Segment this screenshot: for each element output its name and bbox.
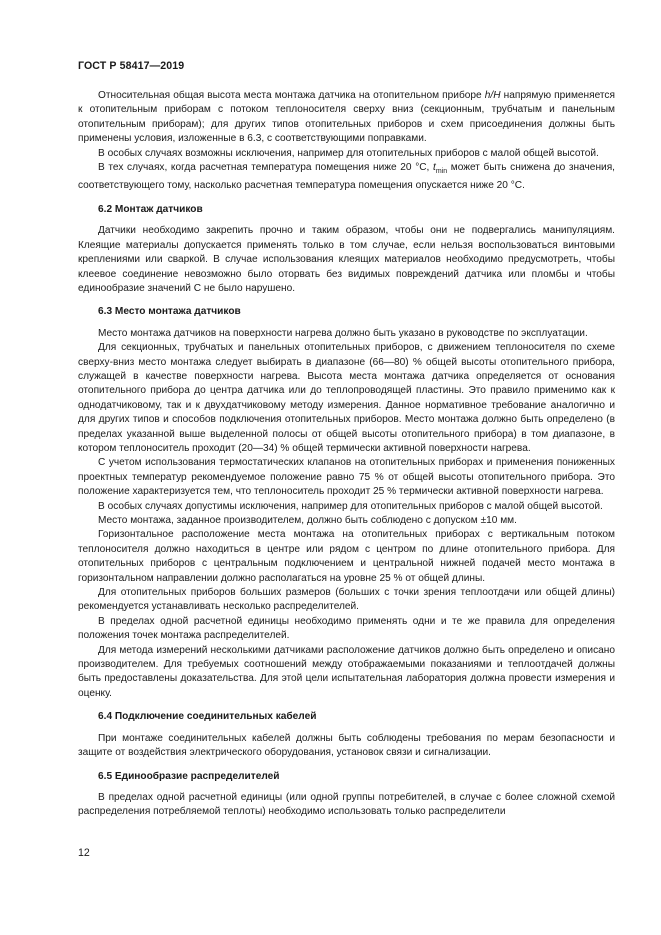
section-6-5-text: В пределах одной расчетной единицы (или одной группы потребителей, в случае с более сложной схемой распределения потребляемой теплоты) необходимо использовать только распределители [78, 791, 615, 818]
section-heading-6-2: 6.2 Монтаж датчиков [98, 203, 203, 215]
section-6-3-paragraph: В особых случаях допустимы исключения, например для отопительных приборов с малой общей высотой. [98, 500, 603, 512]
section-6-3-paragraph: С учетом использования термостатических клапанов на отопительных приборах и применения пониженных проектных температур рекомендуемое положение равно 75 % от общей высоты отопительного прибора. Это положение характеризуется тем, что теплоноситель проходит 25 % термически активной поверхности нагрева. [78, 457, 615, 498]
section-6-4-text: При монтаже соединительных кабелей должны быть соблюдены требования по мерам безопасности и защите от воздействия электрического оборудования, установок связи и сигнализации. [78, 732, 615, 759]
section-heading-6-4: 6.4 Подключение соединительных кабелей [98, 711, 317, 723]
page-number: 12 [78, 847, 90, 859]
section-6-3-paragraph: Для секционных, трубчатых и панельных отопительных приборов, с движением теплоносителя по схеме сверху-вниз место монтажа следует выбирать в диапазоне (66—80) % общей высоты отопительного прибора, служащей в качестве поверхности нагрева. Высота места монтажа датчика определяется от основания отопительного прибора до центра датчика или до теплопроводящей пластины. Это правило применимо как к однодатчиковому, так и к двухдатчиковому методу измерения. Данное нормативное требование аналогично и для других типов и способов подключения отопительных приборов. Место монтажа должно быть определено (в пределах указанной выше выделенной полосы от общей высоты отопительного прибора) в том диапазоне, в котором теплоноситель проходит (20—34) % общей термически активной поверхности нагрева. [78, 342, 615, 454]
section-heading-6-5: 6.5 Единообразие распределителей [98, 770, 280, 782]
document-body [78, 89, 615, 820]
document-header: ГОСТ Р 58417—2019 [78, 60, 185, 72]
paragraph-room-temperature: В тех случаях, когда расчетная температура помещения ниже 20 °С, $t_{min}$ может быть снижена до значения, соответствующего тому, насколько расчетная температура помещения опускается ниже 20 °С. [78, 162, 615, 192]
section-6-3-paragraph: Для метода измерений несколькими датчиками расположение датчиков должно быть определено и описано производителем. Для требуемых соотношений между отображаемыми показаниями и теплоотдачей должны быть предоставлены доказательства. Для этой цели испытательная лаборатория должна провести измерения и оценку. [78, 644, 615, 699]
section-6-3-paragraph: Место монтажа, заданное производителем, должно быть соблюдено с допуском ±10 мм. [98, 515, 517, 526]
section-6-3-paragraph: Горизонтальное расположение места монтажа на отопительных приборах с вертикальным потоком теплоносителя должно находиться в центре или рядом с центром по длине отопительного прибора. Для отопительных приборов с центральным подключением и центральной нижней подачей место монтажа в горизонтальном направлении должно располагаться на уровне 25 % от общей длины. [78, 529, 615, 584]
section-6-3-paragraph: Место монтажа датчиков на поверхности нагрева должно быть указано в руководстве по эксплуатации. [98, 327, 588, 339]
section-6-3-paragraph: В пределах одной расчетной единицы необходимо применять одни и те же правила для определения положения точек монтажа распределителей. [78, 615, 615, 642]
paragraph-exceptions: В особых случаях возможны исключения, например для отопительных приборов с малой общей высотой. [98, 147, 599, 159]
section-6-3-paragraph: Для отопительных приборов больших размеров (больших с точки зрения теплоотдачи или общей длины) рекомендуется устанавливать несколько распределителей. [78, 587, 615, 613]
section-heading-6-3: 6.3 Место монтажа датчиков [98, 306, 241, 318]
paragraph-sensor-height: Относительная общая высота места монтажа датчика на отопительном приборе h/H напрямую применяется к отопительным приборам с потоком теплоносителя сверху вниз (секционным, трубчатым и панельным отопительным приборам); для других типов отопительных приборов и схем присоединения должны быть применены условия, изложенные в 6.3, с соответствующими поправками. [78, 90, 615, 145]
section-6-2-text: Датчики необходимо закрепить прочно и таким образом, чтобы они не подвергались манипуляциям. Клеящие материалы допускается применять только в том случае, если нельзя воспользоваться винтовыми креплениями или сваркой. В случае использования клеящих материалов необходимо предусмотреть, чтобы клеевое соединение невозможно было оторвать без видимых повреждений датчика или пломбы и чтобы единообразие значений С не было нарушено. [78, 225, 615, 294]
